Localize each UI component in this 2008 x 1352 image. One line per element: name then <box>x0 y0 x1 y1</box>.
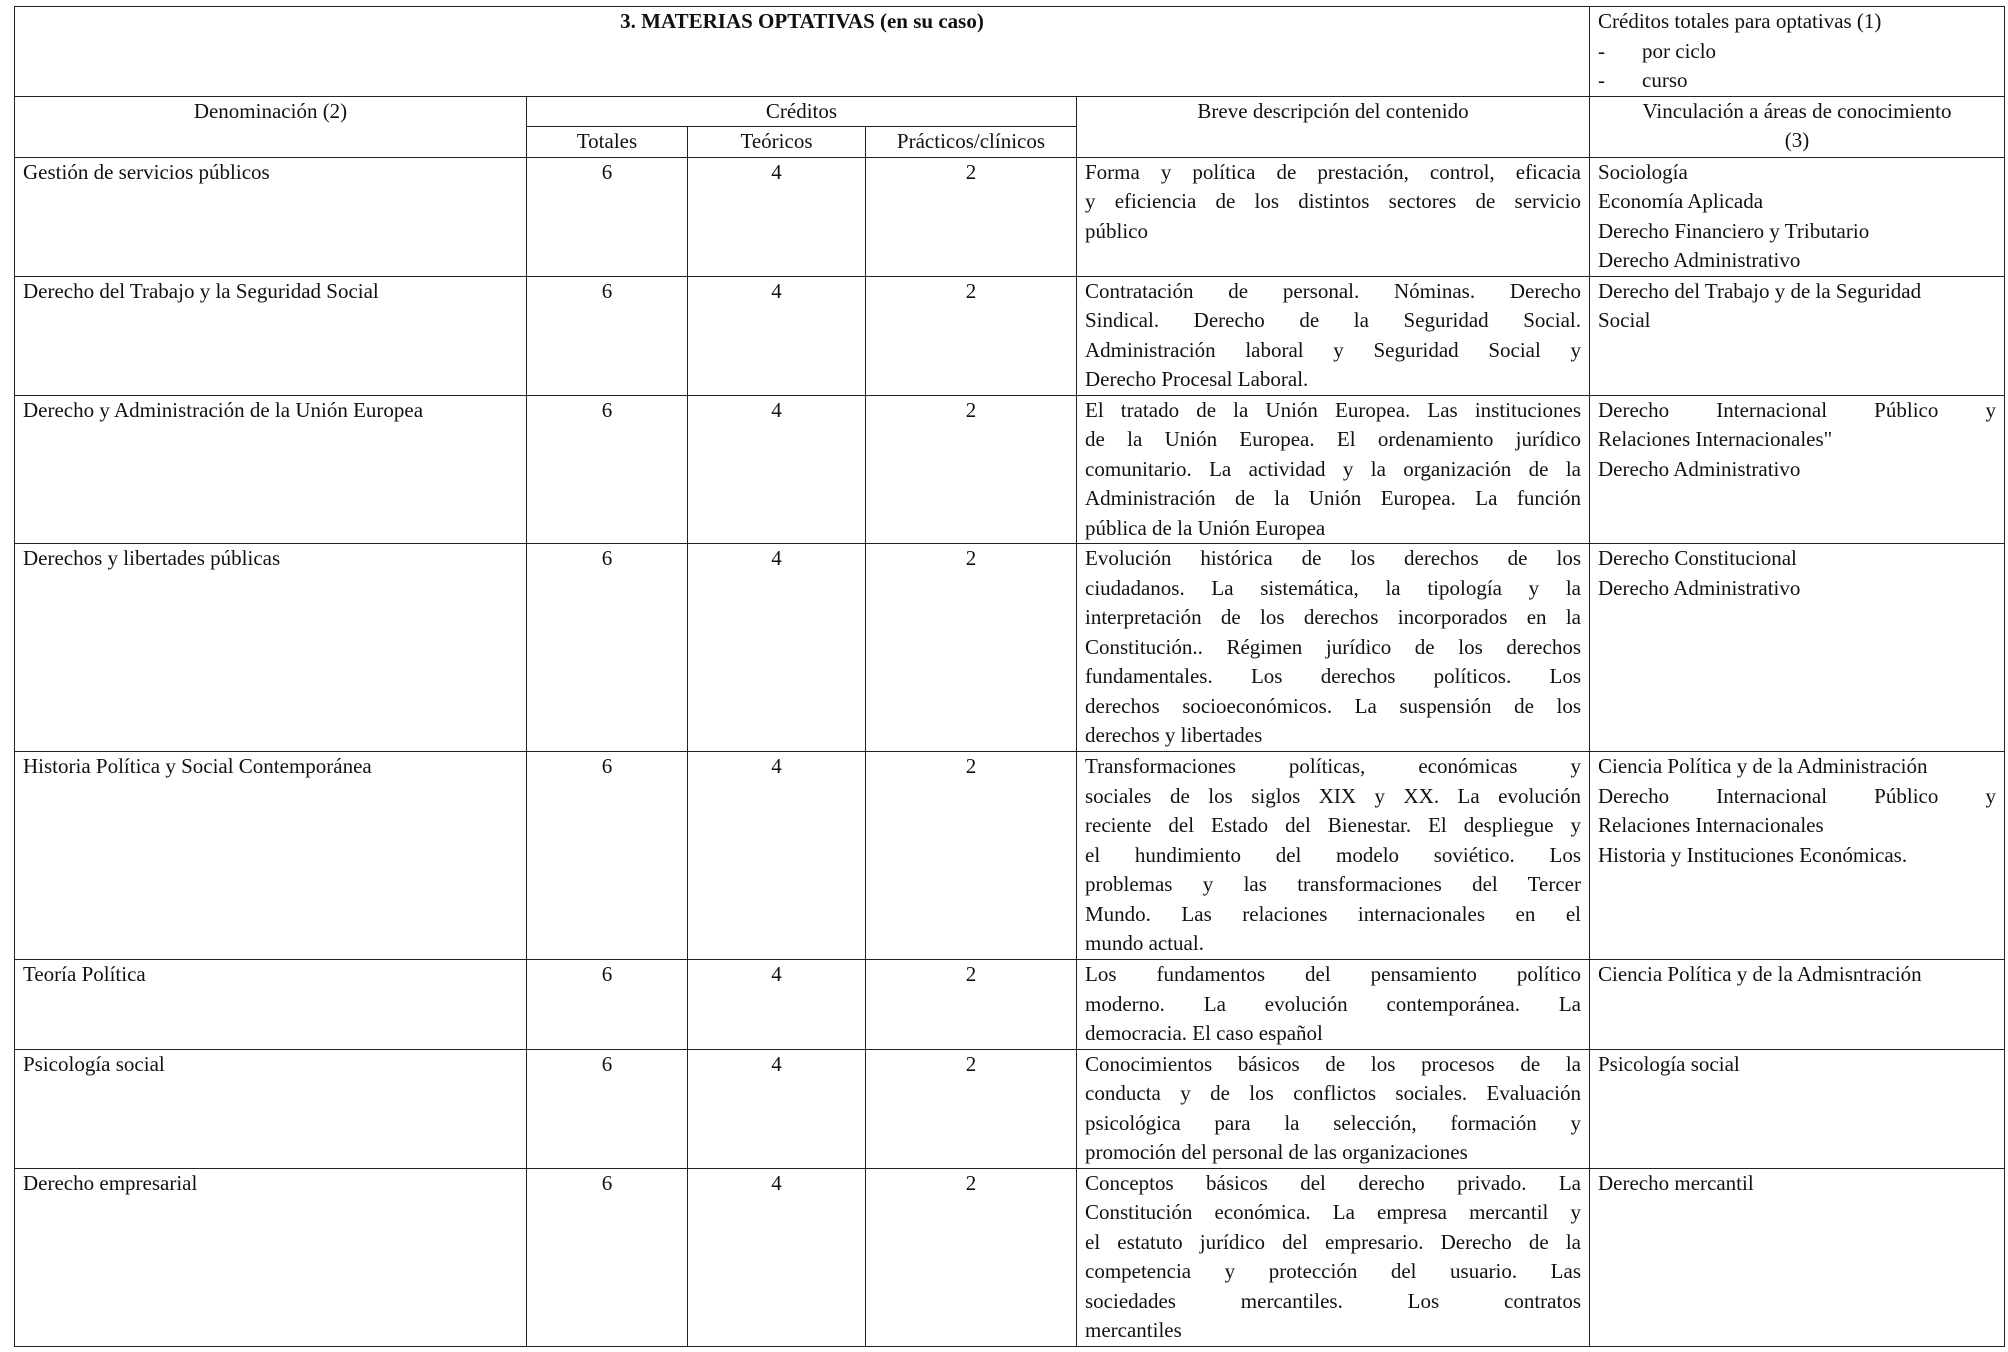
credits-practicos: 2 <box>866 752 1077 960</box>
description-line: Constitución económica. La empresa mercantil y <box>1085 1200 1581 1224</box>
area-item: Derecho Administrativo <box>1598 575 1801 600</box>
knowledge-areas <box>1590 157 2005 276</box>
credits-practicos: 2 <box>866 1168 1077 1346</box>
description-line: Constitución.. Régimen jurídico de los derechos <box>1085 634 1581 659</box>
credits-option-cycle: - por ciclo <box>1598 38 1717 63</box>
area-item: Derecho Internacional Público y <box>1598 397 1996 422</box>
description-line: el hundimiento del modelo soviético. Los <box>1085 842 1581 867</box>
table-row <box>15 157 2005 276</box>
table-row <box>15 960 2005 1050</box>
credits-total-label: Créditos totales para optativas (1) <box>1598 9 1882 33</box>
credits-teoricos: 4 <box>688 752 866 960</box>
description-line: Forma y política de prestación, control, eficacia <box>1085 159 1581 184</box>
table-row <box>15 544 2005 752</box>
knowledge-areas <box>1590 752 2005 960</box>
description-line: interpretación de los derechos incorporados en la <box>1085 605 1581 629</box>
area-item: Derecho mercantil <box>1598 1170 1754 1195</box>
description-line: de la Unión Europea. El ordenamiento jurídico <box>1085 427 1581 451</box>
table-row <box>15 752 2005 960</box>
description-line: público <box>1085 218 1148 243</box>
description-line: conducta y de los conflictos sociales. Evaluación <box>1085 1081 1581 1105</box>
description-line: Administración de la Unión Europea. La función <box>1085 486 1581 510</box>
header-descripcion: Breve descripción del contenido <box>1077 96 1590 157</box>
description-line: reciente del Estado del Bienestar. El despliegue y <box>1085 813 1581 837</box>
credits-teoricos: 4 <box>688 157 866 276</box>
area-item: Derecho Constitucional <box>1598 546 1797 570</box>
knowledge-areas <box>1590 960 2005 1050</box>
description-line: Contratación de personal. Nóminas. Derecho <box>1085 278 1581 303</box>
credits-totales: 6 <box>527 1168 688 1346</box>
credits-practicos: 2 <box>866 276 1077 395</box>
area-item: Relaciones Internacionales <box>1598 813 1824 837</box>
description-line: el estatuto jurídico del empresario. Derecho de la <box>1085 1229 1581 1254</box>
description-line: sociedades mercantiles. Los contratos <box>1085 1288 1581 1313</box>
description-line: competencia y protección del usuario. Las <box>1085 1259 1581 1283</box>
table-row <box>15 1049 2005 1168</box>
area-item: Derecho Financiero y Tributario <box>1598 218 1870 243</box>
subject-description <box>1077 960 1590 1050</box>
subject-name: Derechos y libertades públicas <box>15 544 527 752</box>
credits-practicos: 2 <box>866 544 1077 752</box>
description-line: derechos socioeconómicos. La suspensión de los <box>1085 693 1581 718</box>
description-line: Sindical. Derecho de la Seguridad Social. <box>1085 308 1581 332</box>
subject-description <box>1077 157 1590 276</box>
column-header-row <box>15 96 2005 127</box>
subject-name: Gestión de servicios públicos <box>15 157 527 276</box>
credits-teoricos: 4 <box>688 960 866 1050</box>
description-line: problemas y las transformaciones del Tercer <box>1085 872 1581 896</box>
subject-description <box>1077 1049 1590 1168</box>
table-row <box>15 1168 2005 1346</box>
credits-practicos: 2 <box>866 395 1077 544</box>
credits-practicos: 2 <box>866 960 1077 1050</box>
credits-totales: 6 <box>527 544 688 752</box>
description-line: mundo actual. <box>1085 931 1204 955</box>
description-line: moderno. La evolución contemporánea. La <box>1085 991 1581 1016</box>
description-line: mercantiles <box>1085 1318 1182 1342</box>
description-line: psicológica para la selección, formación y <box>1085 1110 1581 1135</box>
description-line: Conocimientos básicos de los procesos de la <box>1085 1051 1581 1076</box>
optional-subjects-table <box>14 6 2005 1347</box>
description-line: Derecho Procesal Laboral. <box>1085 367 1309 391</box>
section-title: 3. MATERIAS OPTATIVAS (en su caso) <box>15 7 1590 97</box>
credits-total-cell <box>1590 7 2005 97</box>
header-creditos: Créditos <box>527 96 1077 127</box>
area-item: Economía Aplicada <box>1598 189 1764 213</box>
description-line: democracia. El caso español <box>1085 1021 1323 1045</box>
credits-practicos: 2 <box>866 157 1077 276</box>
subject-description <box>1077 752 1590 960</box>
area-item: Sociología <box>1598 159 1688 184</box>
area-item: Derecho Administrativo <box>1598 456 1801 481</box>
header-totales: Totales <box>527 127 688 158</box>
description-line: sociales de los siglos XIX y XX. La evolución <box>1085 783 1581 808</box>
subject-name: Teoría Política <box>15 960 527 1050</box>
description-line: Conceptos básicos del derecho privado. La <box>1085 1170 1581 1195</box>
knowledge-areas <box>1590 276 2005 395</box>
description-line: pública de la Unión Europea <box>1085 515 1326 540</box>
subject-name: Derecho del Trabajo y la Seguridad Social <box>15 276 527 395</box>
subject-description <box>1077 276 1590 395</box>
description-line: promoción del personal de las organizaciones <box>1085 1140 1468 1164</box>
credits-teoricos: 4 <box>688 1168 866 1346</box>
table-row <box>15 276 2005 395</box>
credits-teoricos: 4 <box>688 395 866 544</box>
header-vinculacion: Vinculación a áreas de conocimiento (3) <box>1590 96 2005 157</box>
credits-practicos: 2 <box>866 1049 1077 1168</box>
header-denominacion: Denominación (2) <box>15 96 527 157</box>
credits-teoricos: 4 <box>688 544 866 752</box>
area-item: Ciencia Política y de la Administración <box>1598 754 1928 778</box>
header-teoricos: Teóricos <box>688 127 866 158</box>
description-line: Evolución histórica de los derechos de los <box>1085 546 1581 570</box>
credits-totales: 6 <box>527 752 688 960</box>
description-line: Transformaciones políticas, económicas y <box>1085 754 1581 778</box>
description-line: y eficiencia de los distintos sectores de servicio <box>1085 189 1581 213</box>
subject-description <box>1077 395 1590 544</box>
description-line: derechos y libertades <box>1085 723 1263 747</box>
area-item: Derecho Internacional Público y <box>1598 783 1996 808</box>
knowledge-areas <box>1590 1168 2005 1346</box>
credits-totales: 6 <box>527 276 688 395</box>
credits-teoricos: 4 <box>688 1049 866 1168</box>
knowledge-areas <box>1590 544 2005 752</box>
area-item: Psicología social <box>1598 1051 1740 1076</box>
description-line: Mundo. Las relaciones internacionales en el <box>1085 901 1581 926</box>
knowledge-areas <box>1590 395 2005 544</box>
header-practicos: Prácticos/clínicos <box>866 127 1077 158</box>
credits-totales: 6 <box>527 960 688 1050</box>
knowledge-areas <box>1590 1049 2005 1168</box>
area-item: Historia y Instituciones Económicas. <box>1598 842 1908 867</box>
credits-totales: 6 <box>527 395 688 544</box>
description-line: El tratado de la Unión Europea. Las instituciones <box>1085 397 1581 422</box>
area-item: Derecho Administrativo <box>1598 248 1801 272</box>
title-row <box>15 7 2005 97</box>
description-line: fundamentales. Los derechos políticos. Los <box>1085 664 1581 688</box>
credits-option-course: - curso <box>1598 68 1688 92</box>
description-line: ciudadanos. La sistemática, la tipología y la <box>1085 575 1581 600</box>
credits-totales: 6 <box>527 1049 688 1168</box>
area-item: Ciencia Política y de la Admisntración <box>1598 962 1922 986</box>
description-line: comunitario. La actividad y la organización de la <box>1085 456 1581 481</box>
area-item: Relaciones Internacionales" <box>1598 427 1833 451</box>
subject-name: Derecho empresarial <box>15 1168 527 1346</box>
description-line: Los fundamentos del pensamiento político <box>1085 962 1581 986</box>
credits-teoricos: 4 <box>688 276 866 395</box>
area-item: Social <box>1598 308 1651 332</box>
credits-totales: 6 <box>527 157 688 276</box>
subject-name: Historia Política y Social Contemporánea <box>15 752 527 960</box>
subject-name: Derecho y Administración de la Unión Europea <box>15 395 527 544</box>
subject-description <box>1077 544 1590 752</box>
subject-description <box>1077 1168 1590 1346</box>
area-item: Derecho del Trabajo y de la Seguridad <box>1598 278 1922 303</box>
description-line: Administración laboral y Seguridad Social y <box>1085 337 1581 362</box>
subject-name: Psicología social <box>15 1049 527 1168</box>
table-row <box>15 395 2005 544</box>
